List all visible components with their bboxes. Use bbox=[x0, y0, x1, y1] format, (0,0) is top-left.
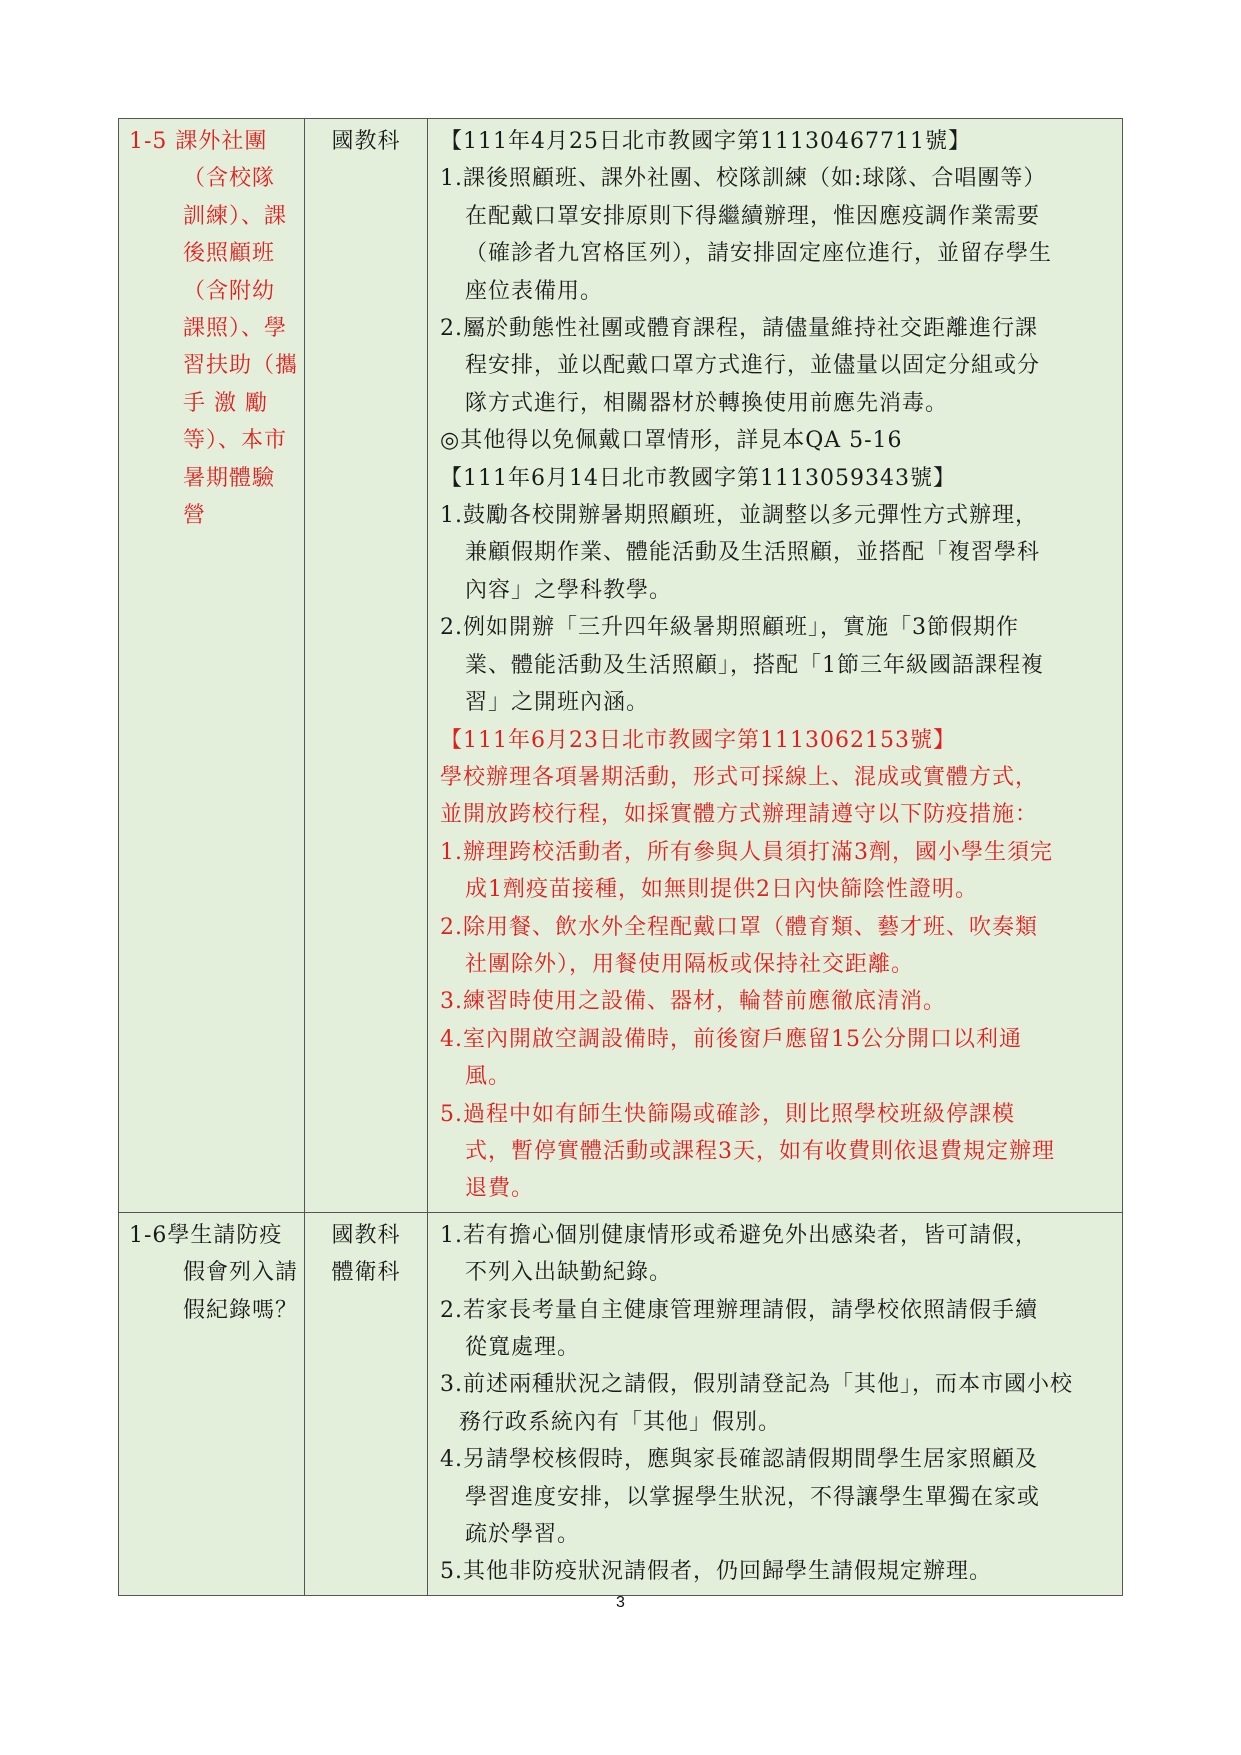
answer-line: 2.例如開辦「三升四年級暑期照顧班」，實施「3節假期作 bbox=[440, 615, 1019, 641]
answer-line: ◎其他得以免佩戴口罩情形，詳見本QA 5-16 bbox=[440, 428, 903, 454]
answer-line: 隊方式進行，相關器材於轉換使用前應先消毒。 bbox=[465, 390, 949, 416]
answer-line: 退費。 bbox=[465, 1176, 535, 1202]
answer-line: 3.練習時使用之設備、器材，輪替前應徹底清消。 bbox=[440, 989, 946, 1015]
table-row-1-5 bbox=[119, 119, 1122, 1212]
department-label: 體衛科 bbox=[331, 1260, 401, 1286]
answer-line: 學習進度安排，以掌握學生狀況，不得讓學生單獨在家或 bbox=[465, 1484, 1041, 1510]
answer-line: 務行政系統內有「其他」假別。 bbox=[459, 1409, 782, 1435]
answer-line: 3.前述兩種狀況之請假，假別請登記為「其他」，而本市國小校 bbox=[440, 1372, 1073, 1398]
answer-line: 1.課後照顧班、課外社團、校隊訓練（如:球隊、合唱團等） bbox=[440, 166, 1047, 192]
topic-cell bbox=[119, 1213, 305, 1595]
answer-line: 程安排，並以配戴口罩方式進行，並儘量以固定分組或分 bbox=[465, 353, 1041, 379]
table-row-1-6 bbox=[119, 1212, 1122, 1595]
answer-line: 1.若有擔心個別健康情形或希避免外出感染者，皆可請假， bbox=[440, 1222, 1038, 1248]
qa-table bbox=[118, 118, 1123, 1596]
department-cell bbox=[305, 1213, 428, 1595]
topic-line: 手 激 勵 bbox=[183, 390, 268, 416]
answer-line: 成1劑疫苗接種，如無則提供2日內快篩陰性證明。 bbox=[465, 877, 978, 903]
topic-line: 後照顧班 bbox=[183, 241, 276, 267]
topic-line: 課照）、學 bbox=[183, 316, 288, 342]
page-number: 3 bbox=[616, 1594, 625, 1611]
answer-line: （確診者九宮格匡列），請安排固定座位進行，並留存學生 bbox=[465, 241, 1053, 267]
answer-line: 疏於學習。 bbox=[465, 1522, 581, 1548]
topic-line: 假會列入請 bbox=[183, 1260, 299, 1286]
topic-line: 假紀錄嗎？ bbox=[183, 1297, 299, 1323]
topic-line: （含校隊 bbox=[183, 166, 276, 192]
department-label: 國教科 bbox=[331, 129, 401, 154]
answer-line: 座位表備用。 bbox=[465, 278, 604, 304]
answer-line: 5.其他非防疫狀況請假者，仍回歸學生請假規定辦理。 bbox=[440, 1559, 992, 1585]
answer-line: 2.屬於動態性社團或體育課程，請儘量維持社交距離進行課 bbox=[440, 316, 1038, 342]
topic-line: 習扶助（攜 bbox=[183, 353, 299, 379]
answer-line: 式，暫停實體活動或課程3天，如有收費則依退費規定辦理 bbox=[465, 1138, 1055, 1164]
answer-line: 習」之開班內涵。 bbox=[465, 690, 650, 716]
answer-line: 5.過程中如有師生快篩陽或確診，則比照學校班級停課模 bbox=[440, 1101, 1015, 1127]
answer-line: 4.室內開啟空調設備時，前後窗戶應留15公分開口以利通 bbox=[440, 1026, 1022, 1052]
topic-line: 1-5 課外社團 bbox=[129, 129, 268, 154]
department-label: 國教科 bbox=[331, 1222, 401, 1248]
answer-line: 1.鼓勵各校開辦暑期照顧班，並調整以多元彈性方式辦理， bbox=[440, 503, 1038, 529]
answer-line: 4.另請學校核假時，應與家長確認請假期間學生居家照顧及 bbox=[440, 1447, 1038, 1473]
answer-line: 2.若家長考量自主健康管理辦理請假，請學校依照請假手續 bbox=[440, 1297, 1038, 1323]
answer-line: 並開放跨校行程，如採實體方式辦理請遵守以下防疫措施： bbox=[440, 802, 1039, 828]
answer-line: 【111年6月14日北市教國字第1113059343號】 bbox=[440, 465, 956, 491]
answer-line: 【111年4月25日北市教國字第11130467711號】 bbox=[440, 129, 971, 154]
department-cell bbox=[305, 119, 428, 1212]
topic-line: （含附幼 bbox=[183, 278, 276, 304]
answer-cell bbox=[428, 1213, 1122, 1595]
answer-line: 業、體能活動及生活照顧」，搭配「1節三年級國語課程複 bbox=[465, 652, 1044, 678]
answer-line: 風。 bbox=[465, 1064, 512, 1090]
answer-line: 從寬處理。 bbox=[465, 1335, 581, 1360]
answer-line: 【111年6月23日北市教國字第1113062153號】 bbox=[440, 727, 956, 753]
answer-line: 內容」之學科教學。 bbox=[465, 577, 673, 603]
answer-line: 社團除外），用餐使用隔板或保持社交距離。 bbox=[465, 951, 915, 977]
answer-cell bbox=[428, 119, 1122, 1212]
answer-line: 學校辦理各項暑期活動，形式可採線上、混成或實體方式， bbox=[440, 764, 1039, 790]
answer-line: 在配戴口罩安排原則下得繼續辦理，惟因應疫調作業需要 bbox=[465, 203, 1041, 229]
topic-line: 等）、本市 bbox=[183, 428, 288, 454]
answer-line: 不列入出缺勤紀錄。 bbox=[465, 1260, 673, 1286]
answer-line: 2.除用餐、飲水外全程配戴口罩（體育類、藝才班、吹奏類 bbox=[440, 914, 1038, 940]
topic-line: 暑期體驗 bbox=[183, 465, 276, 491]
answer-line: 兼顧假期作業、體能活動及生活照顧，並搭配「複習學科 bbox=[465, 540, 1041, 566]
topic-line: 訓練）、課 bbox=[183, 203, 288, 229]
topic-line: 1-6學生請防疫 bbox=[129, 1222, 283, 1248]
answer-line: 1.辦理跨校活動者，所有參與人員須打滿3劑，國小學生須完 bbox=[440, 839, 1053, 865]
topic-cell bbox=[119, 119, 305, 1212]
topic-line: 營 bbox=[183, 503, 207, 529]
